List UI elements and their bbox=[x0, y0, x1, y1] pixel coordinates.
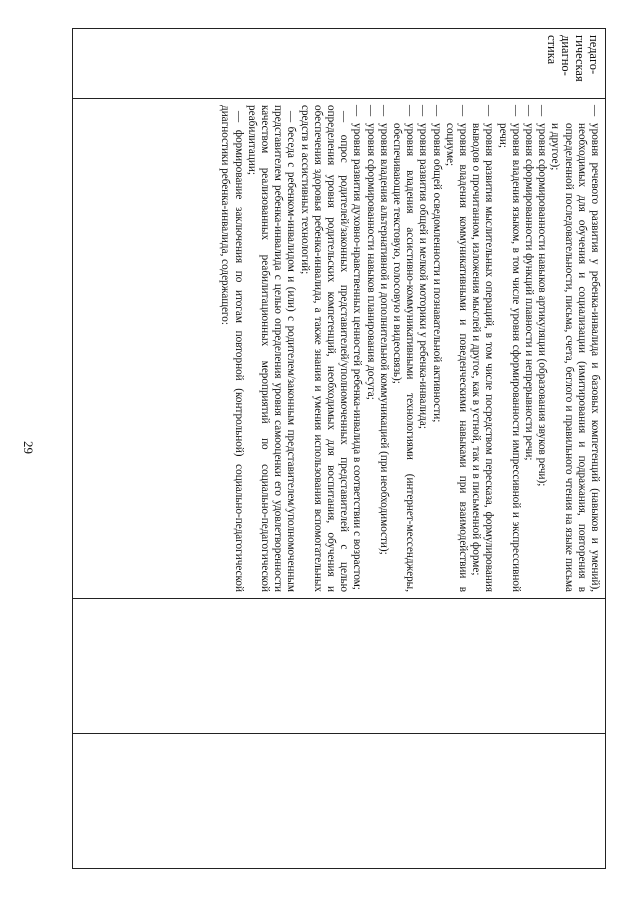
list-item bbox=[535, 105, 548, 592]
list-item-text: уровня развития духовно-нравственных ценностей ребенка-инвалида в соответствии с возрастом; bbox=[351, 123, 364, 590]
list-dash: — bbox=[536, 105, 549, 117]
list-item-text: уровня владения ассистивно-коммуникативными технологиями (интернет-мессенджеры, обеспечивающие текстовую, голосовую и видеосвязь); bbox=[390, 123, 417, 592]
list-dash: — bbox=[417, 105, 430, 117]
list-item-text: уровня владения альтернативной и дополнительной коммуникацией (при необходимости); bbox=[377, 123, 390, 555]
paragraph: — формирование заключения по итогам повторной (контрольной) социально-педагогической диагностики ребенка-инвалида, содержащего: bbox=[219, 105, 245, 592]
paragraph: — опрос родителей/законных представителей/уполномоченных представителей с целью определения уровня родительских компетенций, необходимых для воспитания, обучения и обеспечения здоровья ребенка-инвалида, а также знания и умения использования вспомогательных средств и ассистивных технологий; bbox=[298, 105, 351, 592]
rotated-page-content bbox=[72, 28, 606, 868]
row-label-cell bbox=[73, 29, 606, 99]
list-item-text: уровня сформированности функций плавности и непрерывности речи; bbox=[522, 123, 535, 461]
list-dash: — bbox=[589, 105, 601, 117]
page-number: 29 bbox=[21, 441, 36, 454]
list-dash: — bbox=[430, 105, 443, 117]
list-item-text: уровня владения коммуникативными и поведенческими навыками при взаимодействии в социуме; bbox=[443, 123, 469, 592]
empty-cell bbox=[73, 599, 606, 734]
list-dash: — bbox=[377, 105, 390, 117]
row-label: педаго- гическая диагно- стика bbox=[545, 35, 601, 82]
list-item bbox=[548, 105, 601, 592]
list-dash: — bbox=[509, 105, 522, 117]
list-dash: — bbox=[522, 105, 535, 117]
content-table bbox=[72, 28, 606, 869]
list-item-text: уровня речевого развития у ребенка-инвалида и базовых компетенций (навыков и умений), необходимых для обучения и социализации (имитирования и подражания, повторения в определенной последовательности, письма, счета, беглого и правильного чтения на языке письма и другое); bbox=[549, 123, 601, 592]
list-item-text: уровня сформированности навыков планирования досуга; bbox=[364, 123, 377, 400]
list-item bbox=[377, 105, 390, 592]
list-item-text: уровня владения языком, в том числе уровня сформированности импрессивной и экспрессивной речи; bbox=[496, 123, 522, 592]
list-item bbox=[416, 105, 429, 592]
list-dash: — bbox=[364, 105, 377, 117]
list-dash: — bbox=[351, 105, 364, 117]
list-item bbox=[469, 105, 495, 592]
list-item bbox=[495, 105, 521, 592]
list-item-text: уровня сформированности навыков артикуляции (образования звуков речи); bbox=[536, 123, 549, 487]
list-item bbox=[429, 105, 442, 592]
list-dash: — bbox=[483, 105, 496, 117]
list-item-text: уровня развития мыслительных операций, в том числе посредством пересказа, формулирования выводов о прочитанном, изложения мыслей и другое, как в устной, так и в письменной форме; bbox=[470, 123, 496, 592]
empty-cell bbox=[73, 734, 606, 869]
list-item bbox=[363, 105, 376, 592]
list-item-text: уровня развития общей и мелкой моторики у ребенка-инвалида; bbox=[417, 123, 430, 429]
list-dash: — bbox=[404, 105, 417, 117]
list-item bbox=[390, 105, 416, 592]
list-item-text: уровня общей осведомленности и познавательной активности; bbox=[430, 123, 443, 423]
list-item bbox=[522, 105, 535, 592]
paragraph: — беседа с ребенком-инвалидом и (или) с родителем/законным представителем/уполномоченным представителем ребенка-инвалида с целью определения уровня самооценки его удовлетворенности качеством реализованных реабилитационных мероприятий по социально-педагогической реабилитации; bbox=[245, 105, 298, 592]
list-dash: — bbox=[456, 105, 469, 117]
description-cell bbox=[73, 99, 606, 599]
table-row bbox=[73, 29, 606, 869]
list-item bbox=[443, 105, 469, 592]
list-item bbox=[350, 105, 363, 592]
